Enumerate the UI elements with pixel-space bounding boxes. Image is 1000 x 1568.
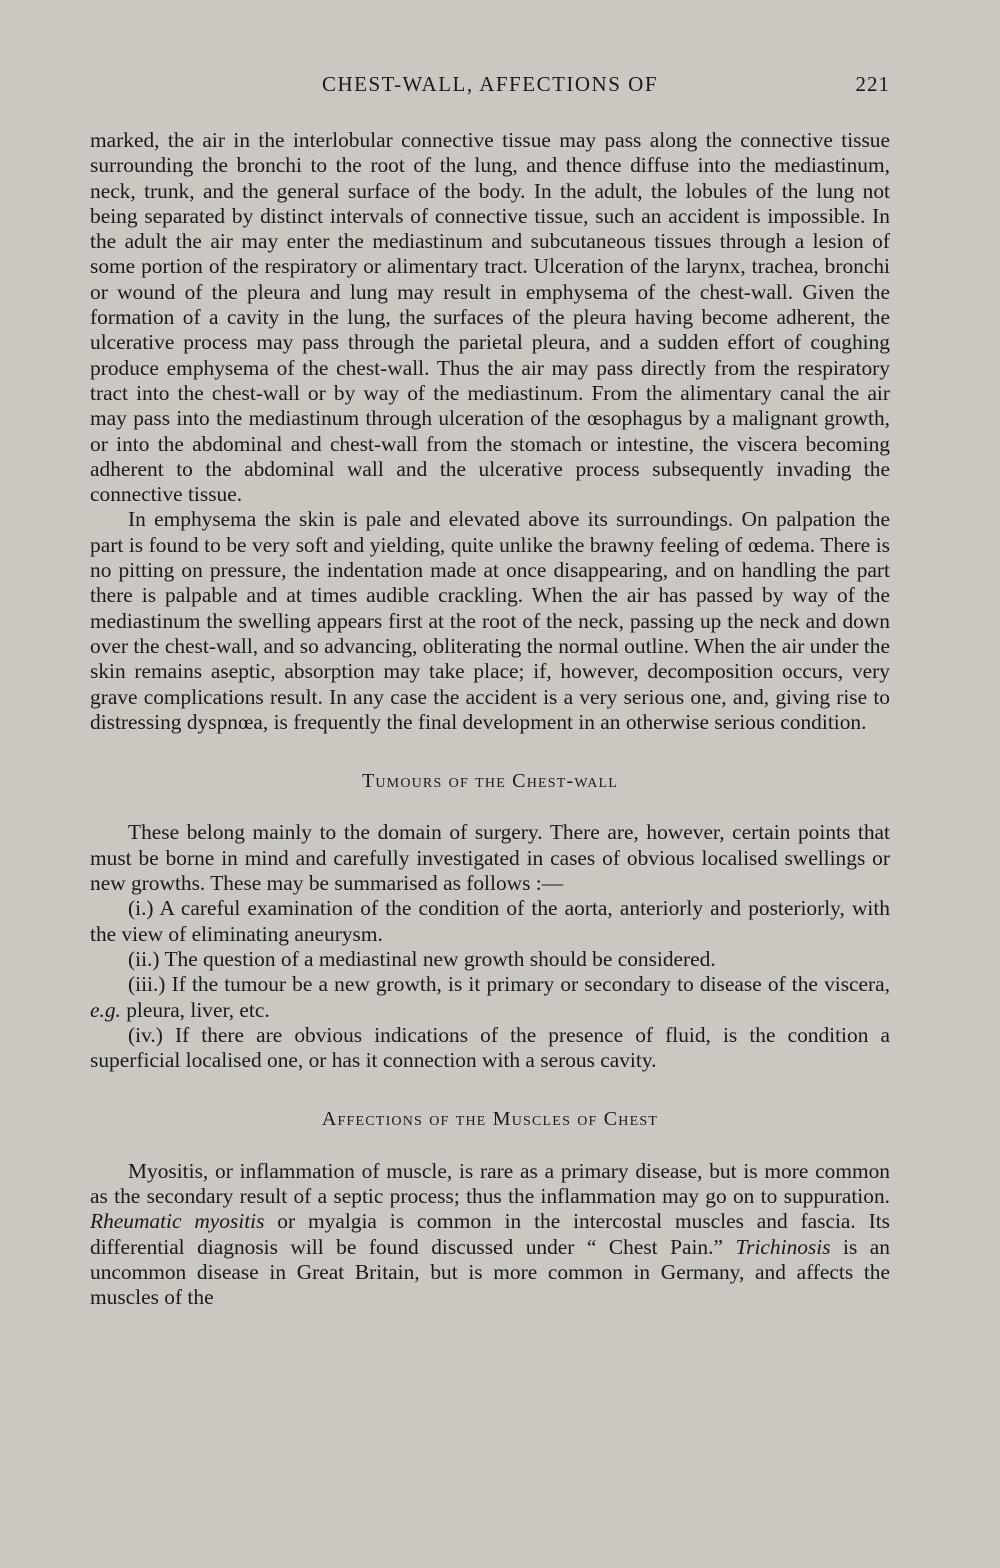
- myositis-text-3: is an uncommon disease in Great Britain, but is more common in Germany, and affects the muscles of the: [90, 1234, 890, 1310]
- page-body: [90, 128, 890, 1310]
- myositis-text-2: or myalgia is common in the intercostal muscles and fascia. Its differential diagnosis will be found discussed under “ Chest Pain.”: [90, 1209, 890, 1259]
- item3-text-after: pleura, liver, etc.: [120, 997, 270, 1022]
- paragraph-myositis: [90, 1159, 890, 1311]
- page-number: 221: [855, 72, 890, 96]
- section-heading-muscles: Affections of the Muscles of Chest: [321, 1108, 659, 1131]
- running-head: CHEST-WALL, AFFECTIONS OF: [321, 72, 658, 96]
- list-item-primary-secondary: [90, 972, 890, 1023]
- paragraph-emphysema-signs: In emphysema the skin is pale and elevated above its surroundings. On palpation the part is found to be very soft and yielding, quite unlike the brawny feeling of œdema. There is no pitting on pressure, the indentation made at once disappearing, and on handling the part there is palpable and at times audible crackling. When the air has passed by way of the mediastinum the swelling appears first at the root of the neck, passing up the neck and down over the chest-wall, and so advancing, obliterating the normal outline. When the air under the skin remains aseptic, absorption may take place; if, however, decomposition occurs, very grave complications result. In any case the accident is a very serious one, and, giving rise to distressing dyspnœa, is frequently the final development in an otherwise serious condition.: [90, 507, 890, 734]
- trichinosis-term: Trichinosis: [735, 1234, 831, 1259]
- paragraph-emphysema-causes: marked, the air in the interlobular connective tissue may pass along the connective tissue surrounding the bronchi to the root of the lung, and thence diffuse into the mediastinum, neck, trunk, and the general surface of the body. In the adult, the lobules of the lung not being separated by distinct intervals of connective tissue, such an accident is impossible. In the adult the air may enter the mediastinum and subcutaneous tissues through a lesion of some portion of the respiratory or alimentary tract. Ulceration of the larynx, trachea, bronchi or wound of the pleura and lung may result in emphysema of the chest-wall. Given the formation of a cavity in the lung, the surfaces of the pleura having become adherent, the ulcerative process may pass through the parietal pleura, and a sudden effort of coughing produce emphysema of the chest-wall. Thus the air may pass directly from the respiratory tract into the chest-wall or by way of the mediastinum. From the alimentary canal the air may pass into the mediastinum through ulceration of the œsophagus by a malignant growth, or into the abdominal and chest-wall from the stomach or intestine, the viscera becoming adherent to the abdominal wall and the ulcerative process subsequently invading the connective tissue.: [90, 128, 890, 507]
- list-item-aorta: (i.) A careful examination of the condition of the aorta, anteriorly and posteriorly, with the view of eliminating aneurysm.: [90, 896, 890, 946]
- rheumatic-myositis-term: Rheumatic myositis: [90, 1209, 265, 1234]
- paragraph-tumours-intro: These belong mainly to the domain of surgery. There are, however, certain points that must be borne in mind and carefully investigated in cases of obvious localised swellings or new growths. These may be summarised as follows :—: [90, 820, 890, 896]
- item3-eg: e.g.: [90, 997, 121, 1022]
- myositis-text-1: Myositis, or inflammation of muscle, is rare as a primary disease, but is more common as the secondary result of a septic process; thus the inflammation may go on to suppuration.: [90, 1158, 890, 1208]
- section-heading-tumours: Tumours of the Chest-wall: [361, 770, 619, 793]
- item3-text-before: (iii.) If the tumour be a new growth, is it primary or secondary to disease of the viscera,: [128, 972, 890, 997]
- list-item-fluid: (iv.) If there are obvious indications of the presence of fluid, is the condition a superficial localised one, or has it connection with a serous cavity.: [90, 1022, 890, 1073]
- list-item-mediastinal: (ii.) The question of a mediastinal new growth should be considered.: [128, 946, 716, 971]
- page-header: [90, 72, 890, 104]
